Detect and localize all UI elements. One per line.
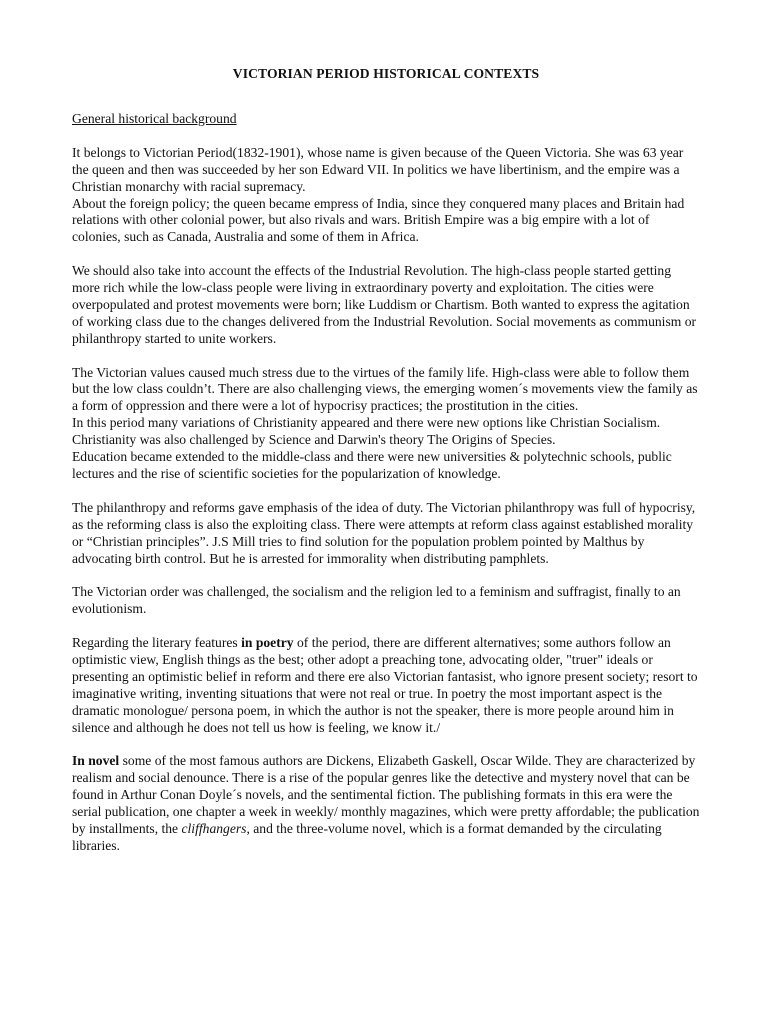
paragraph-industrial-revolution: We should also take into account the effects of the Industrial Revolution. The high-class people started getting more rich while the low-class people were living in extraordinary poverty and exploitation. The cities were overpopulated and protest movements were born; like Luddism or Chartism. Both wanted to express the agitation of working class due to the changes delivered from the Industrial Revolution. Social movements as communism or philanthropy started to unite workers.	[72, 263, 697, 346]
paragraph-novel	[72, 753, 700, 854]
paragraph-victorian-period: It belongs to Victorian Period(1832-1901), whose name is given because of the Queen Victoria. She was 63 year the queen and then was succeeded by her son Edward VII. In politics we have libertinism, and the empire was a Christian monarchy with racial supremacy.	[72, 144, 684, 194]
paragraph-victorian-order: The Victorian order was challenged, the socialism and the religion led to a feminism and suffragist, finally to an evolutionism.	[72, 584, 681, 617]
paragraph-christianity: In this period many variations of Christianity appeared and there were new options like Christian Socialism. Christianity was also challenged by Science and Darwin's theory The Origins of Species.	[72, 415, 661, 448]
novel-italic-term: cliffhangers	[181, 820, 247, 836]
poetry-text-after: of the period, there are different alternatives; some authors follow an optimistic view, English things as the best; other adopt a preaching tone, advocating older, "truer" ideals or presenting an optimistic belief in reform and there ere also Victorian fantasist, who ignore present society; resort to imaginative writing, inventing situations that were not real or true. In poetry the most important aspect is the dramatic monologue/ persona poem, in which the author is not the speaker, there is more people around him in silence and although he does not tell us how is feeling, we know it./	[72, 635, 698, 735]
paragraph-education: Education became extended to the middle-class and there were new universities & polytechnic schools, public lectures and the rise of scientific societies for the popularization of knowledge.	[72, 449, 672, 481]
novel-bold-label: In novel	[72, 753, 120, 769]
novel-text-after: , and the three-volume novel, which is a format demanded by the circulating libraries.	[72, 820, 662, 853]
document-page	[72, 66, 700, 855]
paragraph-victorian-values: The Victorian values caused much stress due to the virtues of the family life. High-class were able to follow them but the low class couldn’t. There are also challenging views, the emerging women´s movements view the family as a form of oppression and there were a lot of hypocrisy practices; the prostitution in the cities.	[72, 364, 698, 414]
poetry-text-before: Regarding the literary features	[72, 635, 242, 651]
paragraph-foreign-policy: About the foreign policy; the queen became empress of India, since they conquered many places and Britain had relations with other colonial power, but also rivals and wars. British Empire was a big empire with a lot of colonies, such as Canada, Australia and some of them in Africa.	[72, 195, 685, 245]
paragraph-philanthropy: The philanthropy and reforms gave emphasis of the idea of duty. The Victorian philanthropy was full of hypocrisy, as the reforming class is also the exploiting class. There were attempts at reform class against established morality or “Christian principles”. J.S Mill tries to find solution for the population problem pointed by Malthus by advocating birth control. But he is arrested for immorality when distributing pamphlets.	[72, 499, 696, 566]
poetry-bold-label: in poetry	[241, 635, 294, 651]
section-heading: General historical background	[72, 110, 237, 126]
document-title: VICTORIAN PERIOD HISTORICAL CONTEXTS	[232, 66, 540, 81]
novel-text-before: some of the most famous authors are Dickens, Elizabeth Gaskell, Oscar Wilde. They are characterized by realism and social denounce. There is a rise of the popular genres like the detective and mystery novel that can be found in Arthur Conan Doyle´s novels, and the sentimental fiction. The publishing formats in this era were the serial publication, one chapter a week in weekly/ monthly magazines, which were pretty affordable; the publication by installments, the	[72, 753, 700, 836]
paragraph-poetry	[72, 635, 700, 736]
